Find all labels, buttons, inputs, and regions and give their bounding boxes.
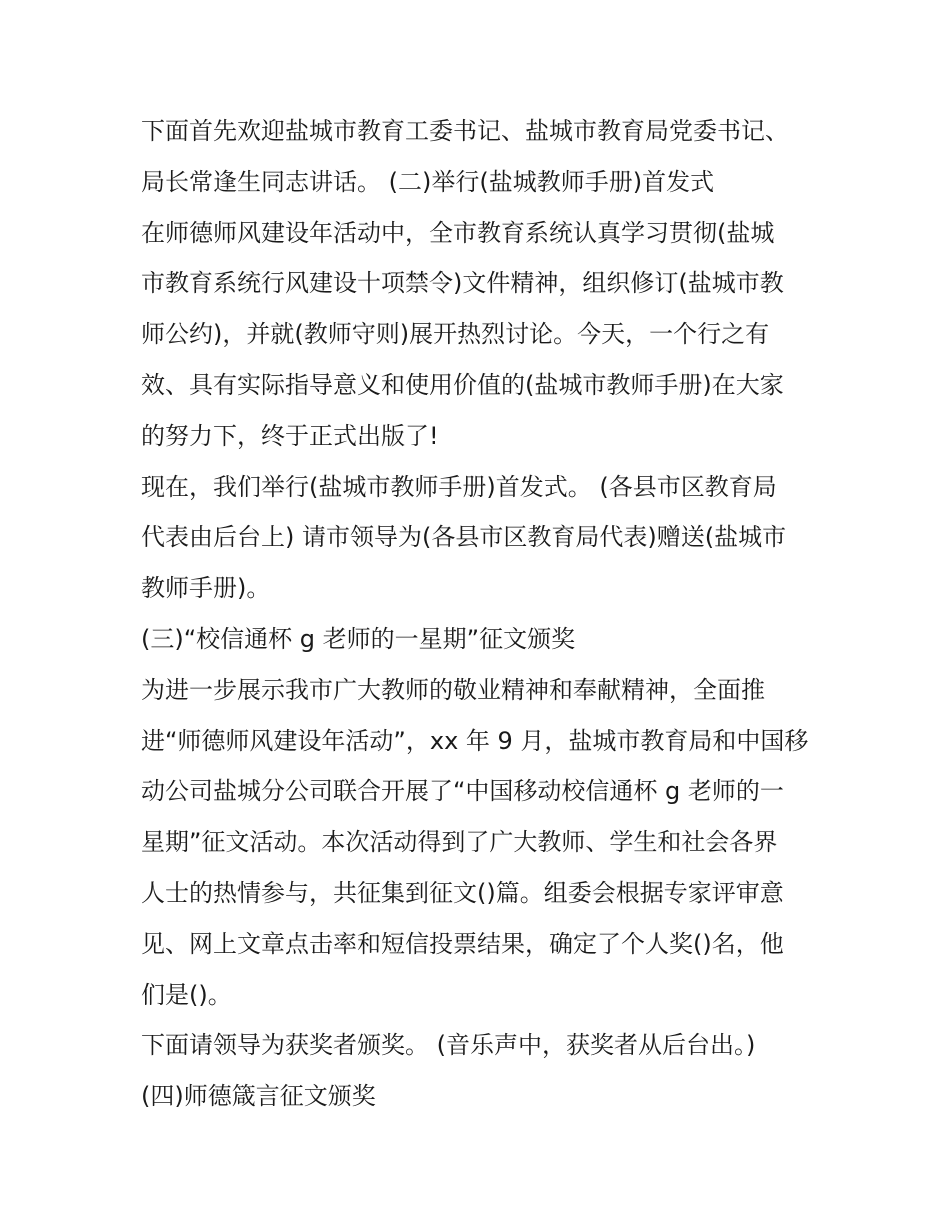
text-line: 进“师德师风建设年活动”，xx 年 9 月，盐城市教育局和中国移	[141, 726, 809, 755]
text-line: 们是()。	[141, 980, 232, 1009]
text-line: 效、具有实际指导意义和使用价值的(盐城市教师手册)在大家	[141, 370, 784, 399]
text-line: 代表由后台上) 请市领导为(各县市区教育局代表)赠送(盐城市	[141, 523, 787, 552]
text-line: 市教育系统行风建设十项禁令)文件精神，组织修订(盐城市教	[141, 269, 784, 298]
text-line: 师公约)，并就(教师守则)展开热烈讨论。今天，一个行之有	[141, 320, 770, 349]
section-heading: (四)师德箴言征文颁奖	[141, 1082, 376, 1111]
text-line: 的努力下，终于正式出版了!	[141, 421, 439, 450]
document-body	[141, 106, 821, 1122]
text-line: 教师手册)。	[141, 574, 271, 603]
text-line: 见、网上文章点击率和短信投票结果，确定了个人奖()名，他	[141, 929, 784, 958]
section-heading: (三)“校信通杯 g 老师的一星期”征文颁奖	[141, 624, 576, 653]
text-line: 为进一步展示我市广大教师的敬业精神和奉献精神，全面推	[141, 675, 765, 704]
text-line: 下面请领导为获奖者颁奖。 (音乐声中，获奖者从后台出。)	[141, 1031, 756, 1060]
text-line: 局长常逢生同志讲话。 (二)举行(盐城教师手册)首发式	[141, 167, 715, 196]
text-line: 在师德师风建设年活动中，全市教育系统认真学习贯彻(盐城	[141, 218, 775, 247]
text-line: 下面首先欢迎盐城市教育工委书记、盐城市教育局党委书记、	[141, 117, 789, 145]
text-line: 人士的热情参与，共征集到征文()篇。组委会根据专家评审意	[141, 878, 784, 907]
text-line: 星期”征文活动。本次活动得到了广大教师、学生和社会各界	[141, 828, 778, 857]
text-line: 现在，我们举行(盐城市教师手册)首发式。 (各县市区教育局	[141, 472, 777, 501]
text-line: 动公司盐城分公司联合开展了“中国移动校信通杯 g 老师的一	[141, 777, 784, 806]
